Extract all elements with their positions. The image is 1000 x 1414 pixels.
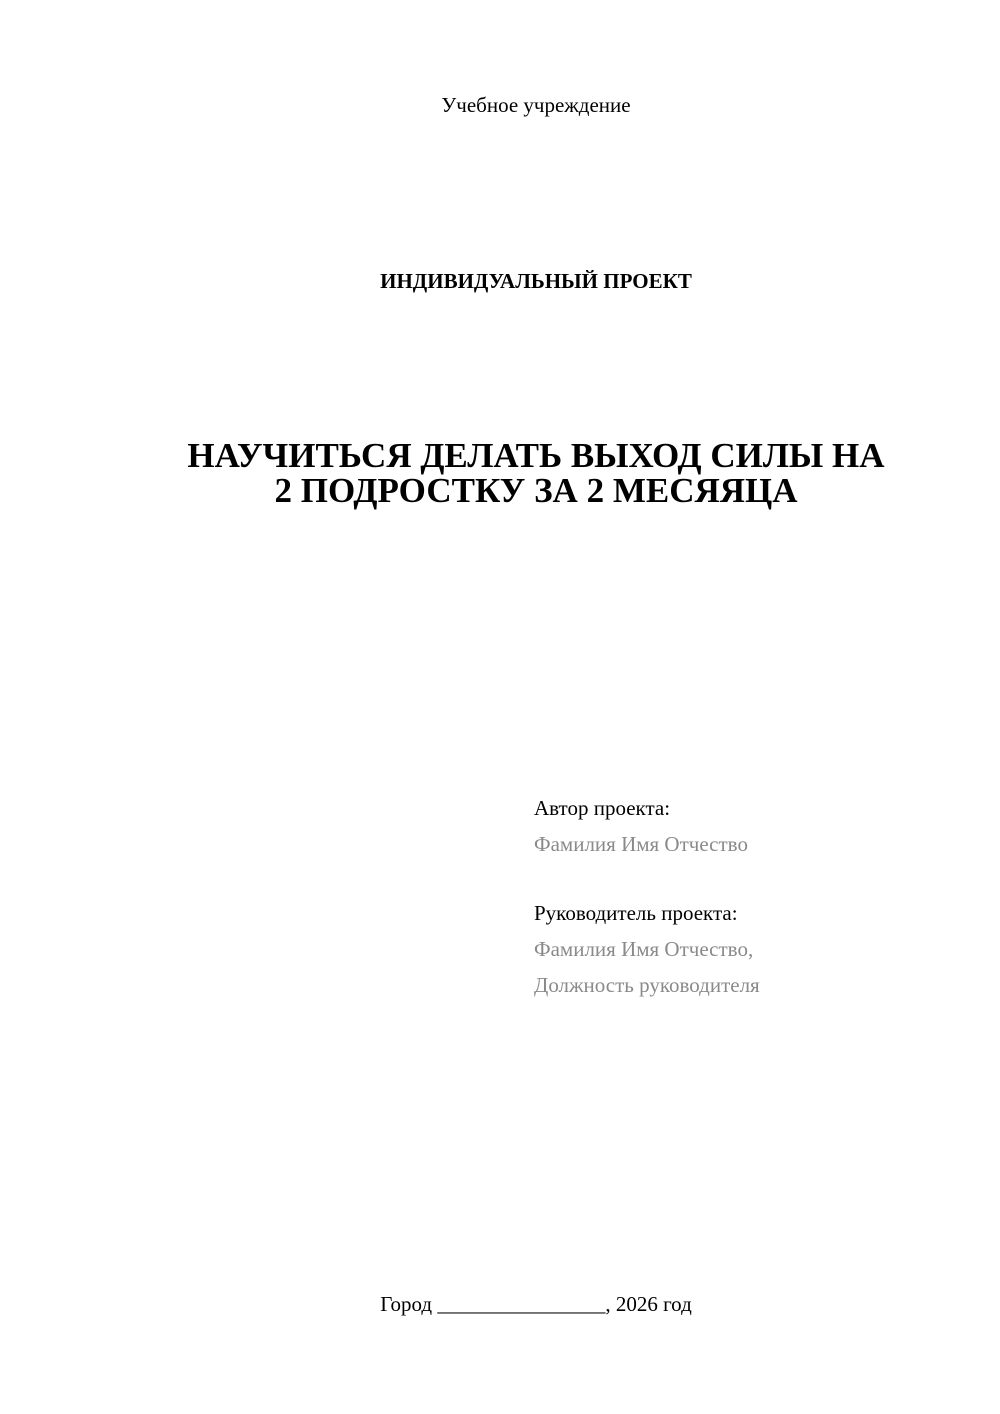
project-info-block — [534, 790, 974, 1003]
city-year-line: Город ________________, 2026 год — [380, 1292, 692, 1316]
supervisor-position-placeholder: Должность руководителя — [534, 973, 760, 997]
info-spacer — [534, 862, 974, 895]
author-label: Автор проекта: — [534, 796, 671, 820]
supervisor-label: Руководитель проекта: — [534, 901, 738, 925]
institution-name: Учебное учреждение — [441, 93, 631, 117]
project-title — [120, 438, 952, 508]
author-name-placeholder: Фамилия Имя Отчество — [534, 832, 748, 856]
project-title-line-1: НАУЧИТЬСЯ ДЕЛАТЬ ВЫХОД СИЛЫ НА — [187, 436, 885, 475]
project-title-line-2: 2 ПОДРОСТКУ ЗА 2 МЕСЯЯЦА — [274, 471, 798, 510]
document-type: ИНДИВИДУАЛЬНЫЙ ПРОЕКТ — [380, 269, 692, 293]
supervisor-name-placeholder: Фамилия Имя Отчество, — [534, 937, 754, 961]
